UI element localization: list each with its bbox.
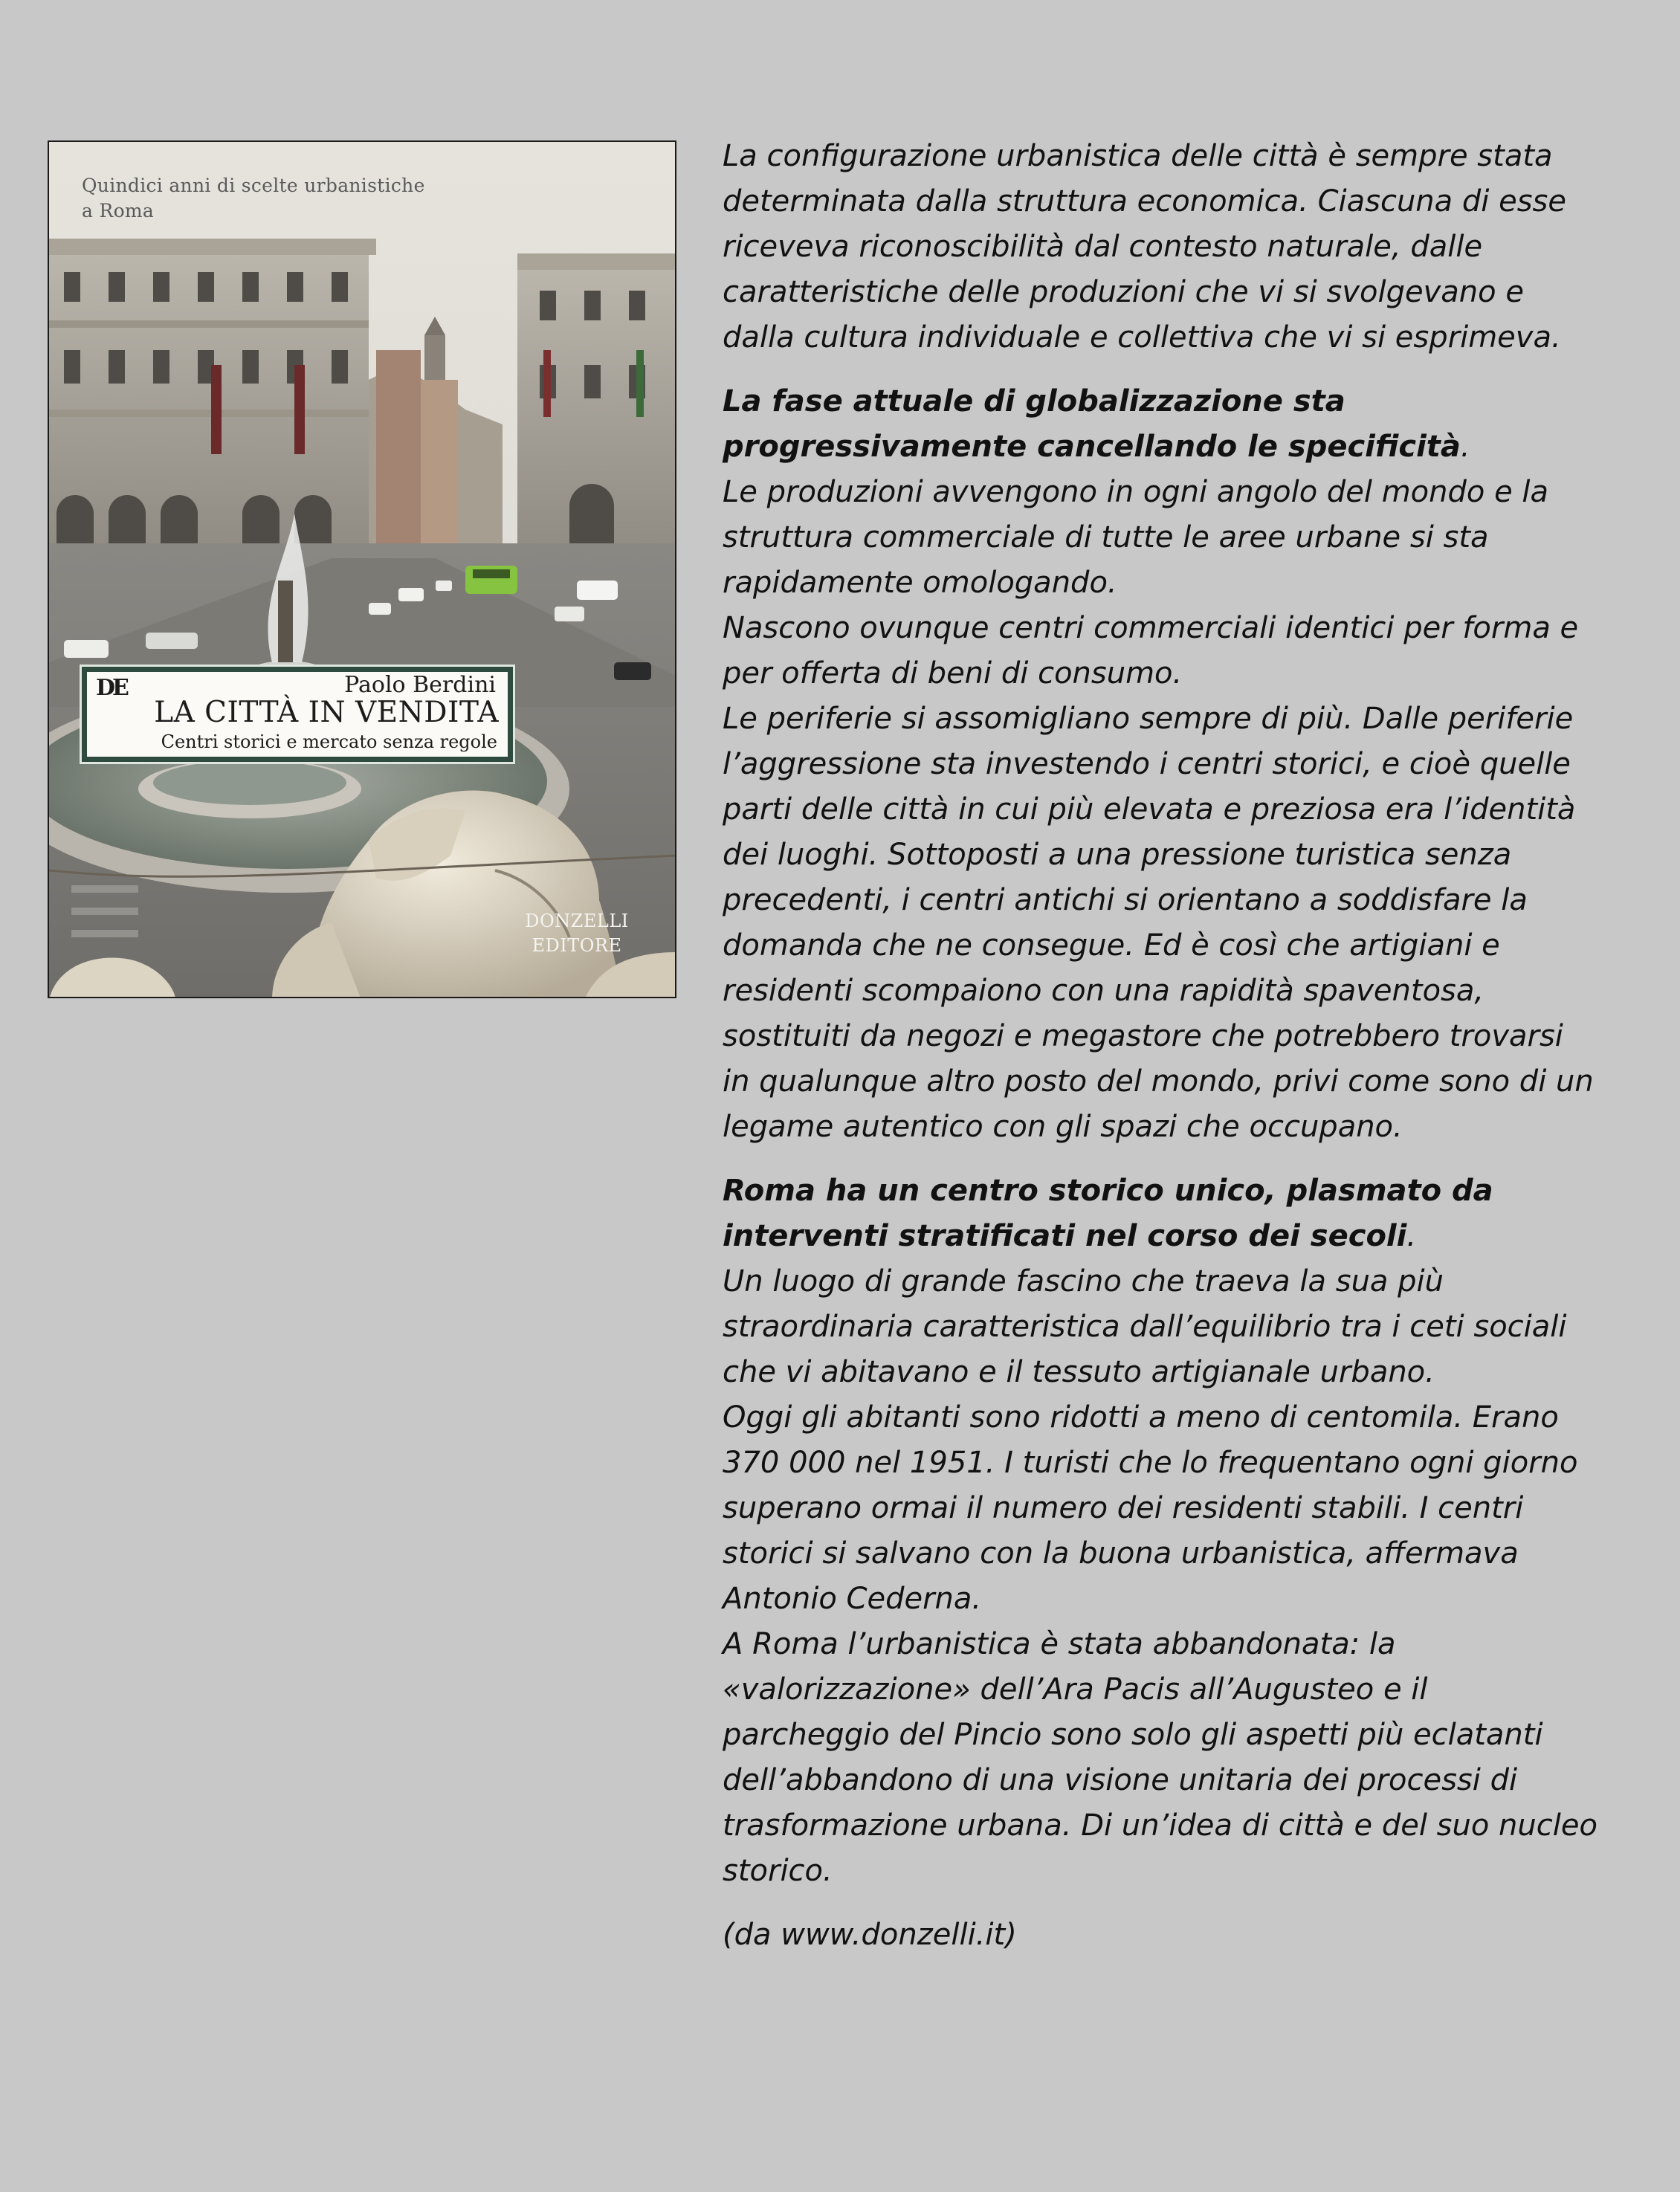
section-roma [723,1168,1600,1894]
section2-heading-line [723,1168,1600,1259]
section2-line: Un luogo di grande fascino che traeva la sua più straordinaria caratteristica dall’equilibrio tra i ceti sociali che vi abitavano e il tessuto artigianale urbano. [723,1264,1567,1389]
source-citation: (da www.donzelli.it) [723,1918,1017,1952]
section2-heading-end: . [1406,1219,1417,1253]
cover-publisher [503,909,651,958]
publisher-logo: DE [96,675,126,701]
article-body [723,134,1600,1958]
section1-line: Le produzioni avvengono in ogni angolo del mondo e la struttura commerciale di tutte le aree urbane si sta rapidamente omologando. [723,475,1549,600]
section2-heading: Roma ha un centro storico unico, plasmato da interventi stratificati nel corso dei secoli [723,1174,1493,1253]
cover-series-text: Quindici anni di scelte urbanistiche a Roma [82,175,425,222]
cover-photo-piazza [49,142,676,998]
cover-author: Paolo Berdini [344,672,496,698]
section1-line: Le periferie si assomigliano sempre di più. Dalle periferie l’aggressione sta investendo i centri storici, e cioè quelle parti delle città in cui più elevata e preziosa era l’identità dei luoghi. Sottoposti a una pressione turistica senza precedenti, i centri antichi si orientano a soddisfare la domanda che ne consegue. Ed è così che artigiani e residenti scompaiono con una rapidità spaventosa, sostituiti da negozi e megastore che potrebbero trovarsi in qualunque altro posto del mondo, privi come sono di un legame autentico con gli spazi che occupano. [723,702,1594,1144]
publisher-line-2: EDITORE [532,935,622,956]
cover-subtitle: Centri storici e mercato senza regole [161,731,497,752]
section2-line: A Roma l’urbanistica è stata abbandonata: la «valorizzazione» dell’Ara Pacis all’Augusteo e il parcheggio del Pincio sono solo gli aspetti più eclatanti dell’abbandono di una visione unitaria dei processi di trasformazione urbana. Di un’idea di città e del suo nucleo storico. [723,1627,1597,1888]
book-cover [48,140,676,998]
section1-line: Nascono ovunque centri commerciali identici per forma e per offerta di beni di consumo. [723,611,1579,691]
section-globalizzazione [723,379,1600,1150]
section1-heading-end: . [1460,430,1470,464]
section1-heading-line [723,379,1600,470]
section1-heading: La fase attuale di globalizzazione sta progressivamente cancellando le specificità [723,384,1461,464]
intro-paragraph: La configurazione urbanistica delle città è sempre stata determinata dalla struttura economica. Ciascuna di esse riceveva riconoscibilità dal contesto naturale, dalle caratteristiche delle produzioni che vi si svolgevano e dalla cultura individuale e collettiva che vi si esprimeva. [723,139,1566,355]
publisher-line-1: DONZELLI [525,911,629,931]
cover-title: LA CITTÀ IN VENDITA [154,696,499,729]
cover-title-box [82,667,513,762]
section2-line: Oggi gli abitanti sono ridotti a meno di centomila. Erano 370 000 nel 1951. I turisti che lo frequentano ogni giorno superano ormai il numero dei residenti stabili. I centri storici si salvano con la buona urbanistica, affermava Antonio Cederna. [723,1400,1578,1616]
